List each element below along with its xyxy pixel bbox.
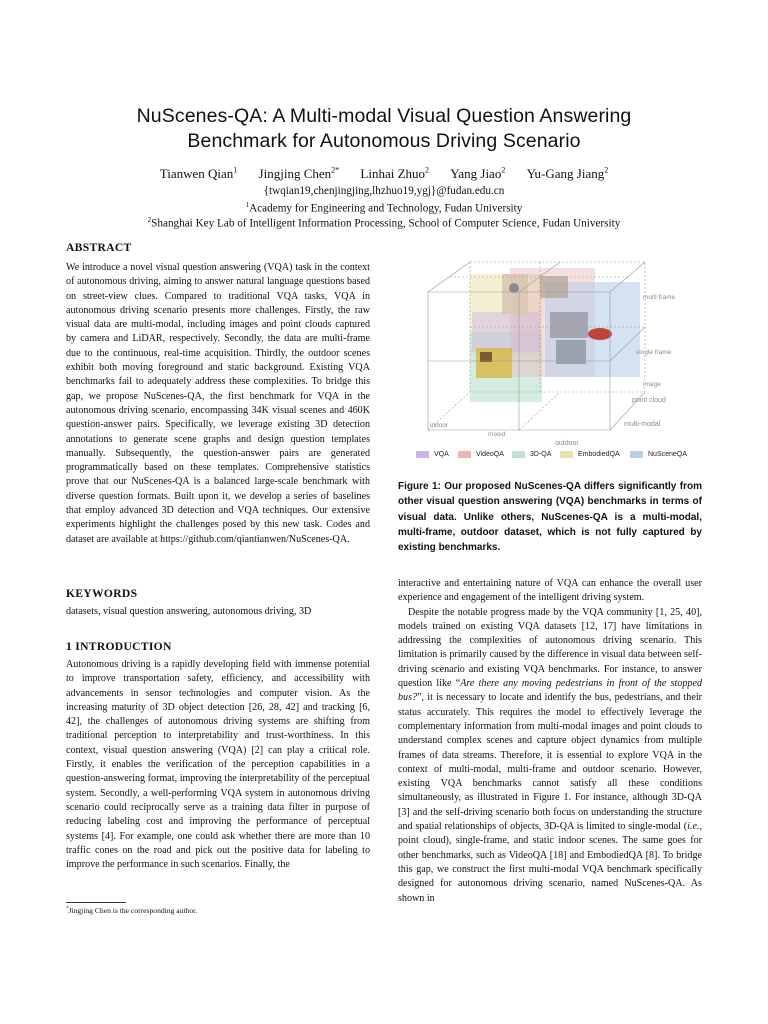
title-line-1: NuScenes-QA: A Multi-modal Visual Question Answering <box>136 105 632 127</box>
street-photo-top <box>540 276 568 298</box>
legend-item-videoqa: VideoQA <box>458 451 504 458</box>
footnote: *Jingjing Chen is the corresponding author. <box>66 906 198 915</box>
author-2: Jingjing Chen$^{2*}$ <box>258 166 340 182</box>
intro-body-left <box>66 658 370 872</box>
legend-item-nuscenesqa: NuSceneQA <box>630 451 687 458</box>
axis-label-mixed: mixed <box>488 431 506 438</box>
street-scene-image <box>550 312 588 338</box>
axis-label-point-cloud: point cloud <box>632 397 666 404</box>
axis-label-indoor: indoor <box>430 422 449 429</box>
axis-label-image: image <box>643 381 661 388</box>
author-4: Yang Jiao$^2$ <box>450 166 506 182</box>
legend-item-3dqa: 3D-QA <box>512 451 551 458</box>
axis-label-multi-modal: multi-modal <box>624 421 661 428</box>
intro-heading: 1 INTRODUCTION <box>66 640 172 653</box>
point-cloud-scene-image <box>556 340 586 364</box>
abstract-body <box>66 261 370 547</box>
example-question: Are there any moving pedestrians in front of the stopped bus? <box>398 678 702 704</box>
affiliation-2: $^2$Shanghai Key Lab of Intelligent Information Processing, School of Computer Science, Fudan University <box>147 216 621 230</box>
paper-title <box>60 104 708 154</box>
legend-item-embodiedqa: EmbodiedQA <box>560 451 620 458</box>
author-1: Tianwen Qian$^1$ <box>159 166 238 182</box>
robot-head <box>509 283 519 293</box>
intro-paragraph-1: Autonomous driving is a rapidly developing field with immense potential to improve transportation safety, efficiency, and accessibility with advancements in sensor technologies and computer vision. As the increasing maturity of 3D object detection [26, 28, 42] and tracking [6, 42], the challenges of autonomous driving systems are shifting from traditional perception to interpretability and trust-worthiness. In this context, visual question answering (VQA) [2] can play a critical role. Firstly, it enables the verification of the perception capabilities in a question-answering format, improving the interpretability of the perceptual system. Secondly, a well-performing VQA system in autonomous driving scenario could reciprocally serve as a training data filter in purpose of reducing labeling cost and improving the performance of perceptual systems [4]. For example, one could ask whether there are more than 10 traffic cones on the road and pick out the positive data for labeling to improve the performance in such scenarios. Finally, the <box>66 659 370 871</box>
figure-1-caption: Figure 1: Our proposed NuScenes-QA differs significantly from other visual question answering (VQA) benchmarks in terms of visual data. Unlike others, NuScenes-QA is a multi-modal, multi-frame, outdoor dataset, which is not fully captured by existing benchmarks. <box>398 481 702 554</box>
robot-image <box>502 274 528 314</box>
keywords-text: datasets, visual question answering, autonomous driving, 3D <box>66 606 312 617</box>
abstract-heading: ABSTRACT <box>66 241 132 254</box>
legend-item-vqa: VQA <box>416 451 449 458</box>
affiliation-1: $^1$Academy for Engineering and Technology, Fudan University <box>245 201 523 215</box>
vqa-region <box>472 312 540 352</box>
author-5: Yu-Gang Jiang$^2$ <box>526 166 609 182</box>
axis-label-multi-frame: multi frame <box>643 294 676 301</box>
title-line-2: Benchmark for Autonomous Driving Scenario <box>187 130 581 152</box>
figure-1-cube-diagram <box>410 252 700 464</box>
author-3: Linhai Zhuo$^2$ <box>360 166 430 182</box>
indoor-room-detail <box>480 352 492 362</box>
intro-paragraph-2: Despite the notable progress made by the VQA community [1, 25, 40], models trained on existing VQA datasets [12, 17] have limitations in addressing the complexities of autonomous driving scenario. This limitation is primarily caused by the difference in visual data between self-driving scenario and existing VQA benchmarks. For instance, to answer question like “Are there any moving pedestrians in front of the stopped bus?”, it is necessary to locate and identify the bus, pedestrians, and their status accurately. This requires the model to effectively leverage the complementary information from multi-modal images and point clouds to understand complex scenes and capture object dynamics from multiple frames of data streams. Therefore, it is essential to explore VQA in the context of multi-modal, multi-frame and outdoor scenario. However, existing VQA benchmarks cannot satisfy all these conditions simultaneously, as illustrated in Figure 1. For instance, although 3D-QA [3] and the self-driving scenario both focus on understanding the structure and spatial relationships of objects, 3D-QA is limited to single-modal (i.e., point cloud), single-frame, and static indoor scenes. The same goes for other benchmarks, such as VideoQA [18] and EmbodiedQA [8]. To bridge this gap, we construct the first multi-modal VQA benchmark specifically designed for autonomous driving scenario, named NuScenes-QA. As shown in <box>398 606 702 904</box>
footnote-rule <box>66 902 126 903</box>
figure-legend <box>410 449 700 463</box>
keywords-heading: KEYWORDS <box>66 587 138 600</box>
author-list <box>60 166 708 182</box>
abstract-text: We introduce a novel visual question answering (VQA) task in the context of autonomous driving, aiming to answer natural language questions based on street-view clues. Compared to traditional VQA tasks, VQA in autonomous driving scenario presents more challenges. Firstly, the raw visual data are multi-modal, including images and point clouds captured by camera and LiDAR, respectively. Secondly, the data are multi-frame due to the continuous, real-time acquisition. Thirdly, the outdoor scenes exhibit both moving foreground and static background. Existing VQA benchmarks fail to adequately address these complexities. To bridge this gap, we propose NuScenes-QA, the first benchmark for VQA in the autonomous driving scenario, encompassing 34K visual scenes and 460K question-answer pairs. Specifically, we leverage existing 3D detection annotations to generate scene graphs and design question templates manually. Subsequently, the question-answer pairs are generated programmatically based on these templates. Comprehensive statistics prove that our NuScenes-QA is a balanced large-scale benchmark with diverse question formats. Built upon it, we develop a series of baselines that employ advanced 3D detection and VQA techniques. Our extensive experiments highlight the challenges posed by this new task. Codes and dataset are available at https://github.com/qiantianwen/NuScenes-QA. <box>66 262 370 545</box>
keywords-body <box>66 605 370 619</box>
red-car-image <box>588 328 612 340</box>
author-emails: {twqian19,chenjingjing,lhzhuo19,ygj}@fudan.edu.cn <box>263 185 505 197</box>
intro-body-right <box>398 577 702 906</box>
intro-paragraph-1-continued: interactive and entertaining nature of VQA can enhance the overall user experience and engagement of the intelligent driving system. <box>398 578 702 604</box>
axis-label-single-frame: single frame <box>636 349 672 356</box>
axis-label-outdoor: outdoor <box>555 440 579 447</box>
